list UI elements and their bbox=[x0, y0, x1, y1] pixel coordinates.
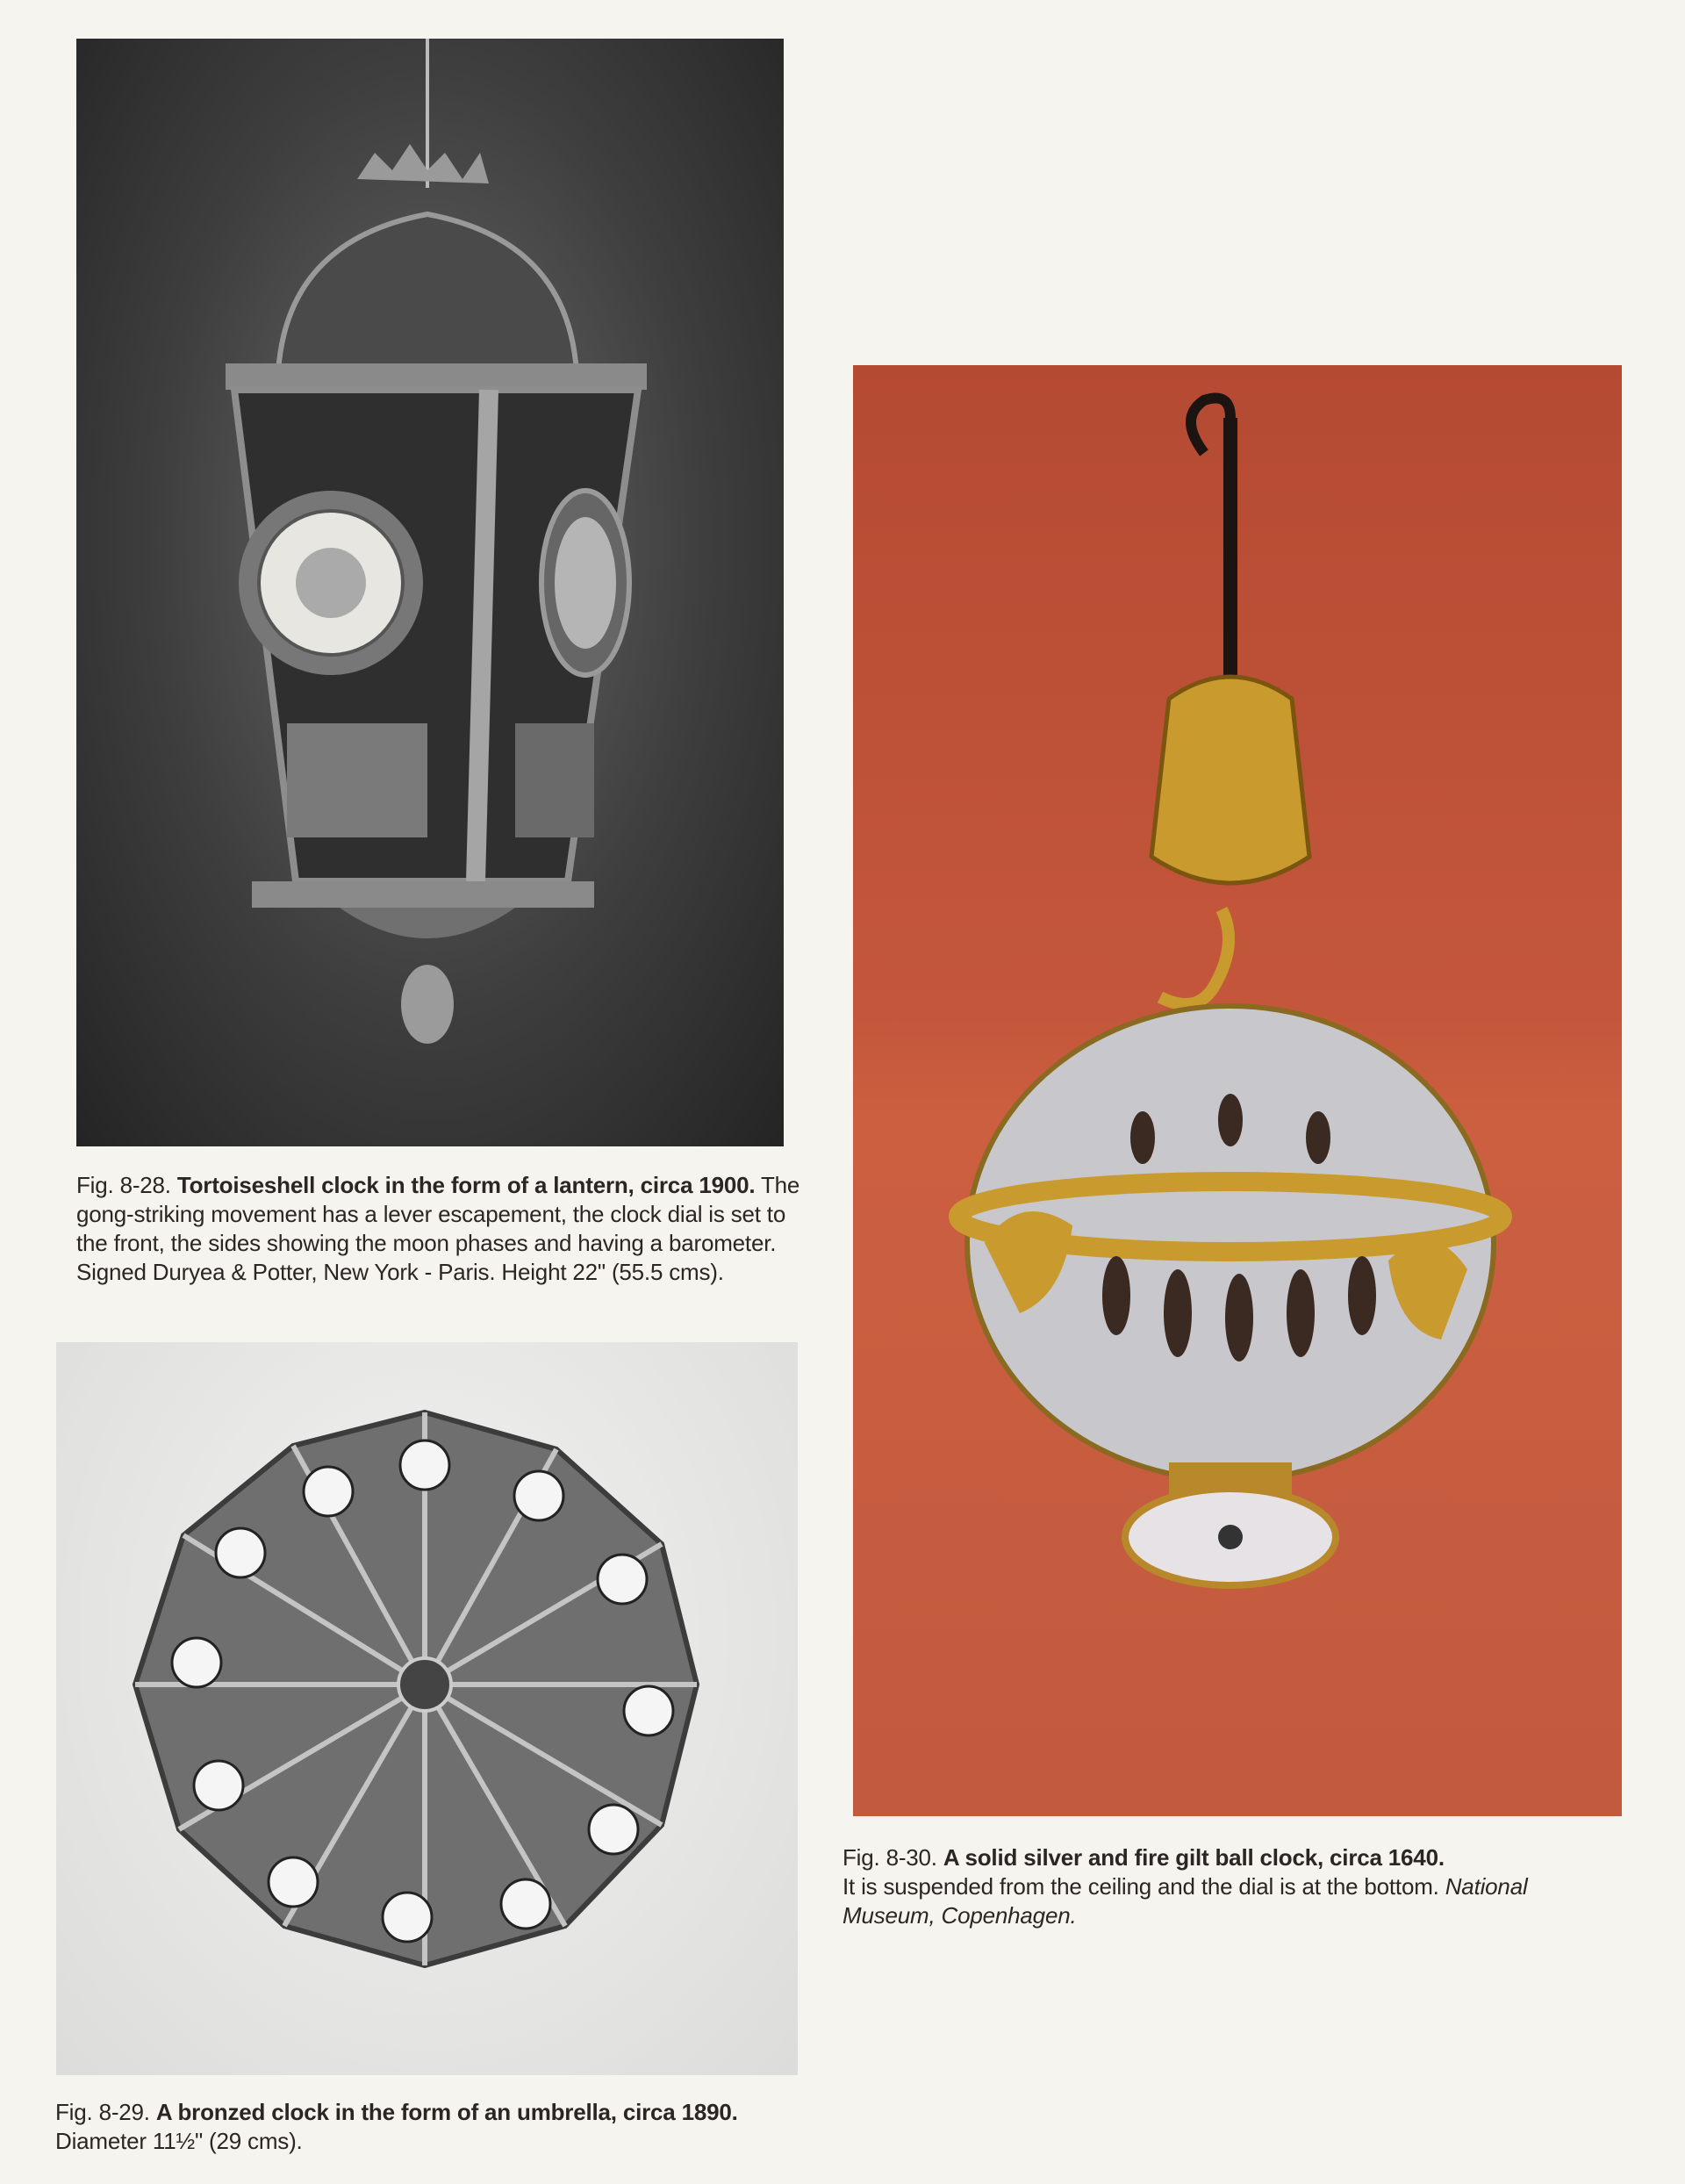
figure-description: It is suspended from the ceiling and the dial is at the bottom. bbox=[842, 1873, 1439, 1900]
figure-title: Tortoiseshell clock in the form of a lantern, circa 1900. bbox=[176, 1172, 756, 1198]
figure-label: Fig. 8-29. bbox=[55, 2099, 150, 2125]
figure-title: A bronzed clock in the form of an umbrella, circa 1890. bbox=[155, 2099, 738, 2125]
ball-clock-illustration bbox=[853, 365, 1622, 1816]
photo-umbrella-clock bbox=[56, 1342, 798, 2075]
figure-description: The gong-striking movement has a lever escapement, the clock dial is set to the front, the sides showing the moon phases and having a barometer. Signed Duryea & Potter, New York - Paris. Height 22" (55.5 cms). bbox=[76, 1172, 800, 1285]
figure-title: A solid silver and fire gilt ball clock, circa 1640. bbox=[943, 1844, 1445, 1871]
caption-fig-8-28 bbox=[76, 1171, 805, 1287]
lantern-clock-illustration bbox=[76, 39, 784, 1146]
figure-description: Diameter 11½" (29 cms). bbox=[55, 2128, 303, 2154]
photo-lantern-clock bbox=[76, 39, 784, 1146]
caption-fig-8-30 bbox=[842, 1843, 1606, 1930]
figure-credit: National Museum, Copenhagen. bbox=[842, 1873, 1528, 1929]
figure-label: Fig. 8-30. bbox=[842, 1844, 937, 1871]
umbrella-clock-illustration bbox=[56, 1342, 798, 2075]
caption-fig-8-29 bbox=[55, 2098, 810, 2156]
figure-label: Fig. 8-28. bbox=[76, 1172, 171, 1198]
photo-ball-clock bbox=[853, 365, 1622, 1816]
